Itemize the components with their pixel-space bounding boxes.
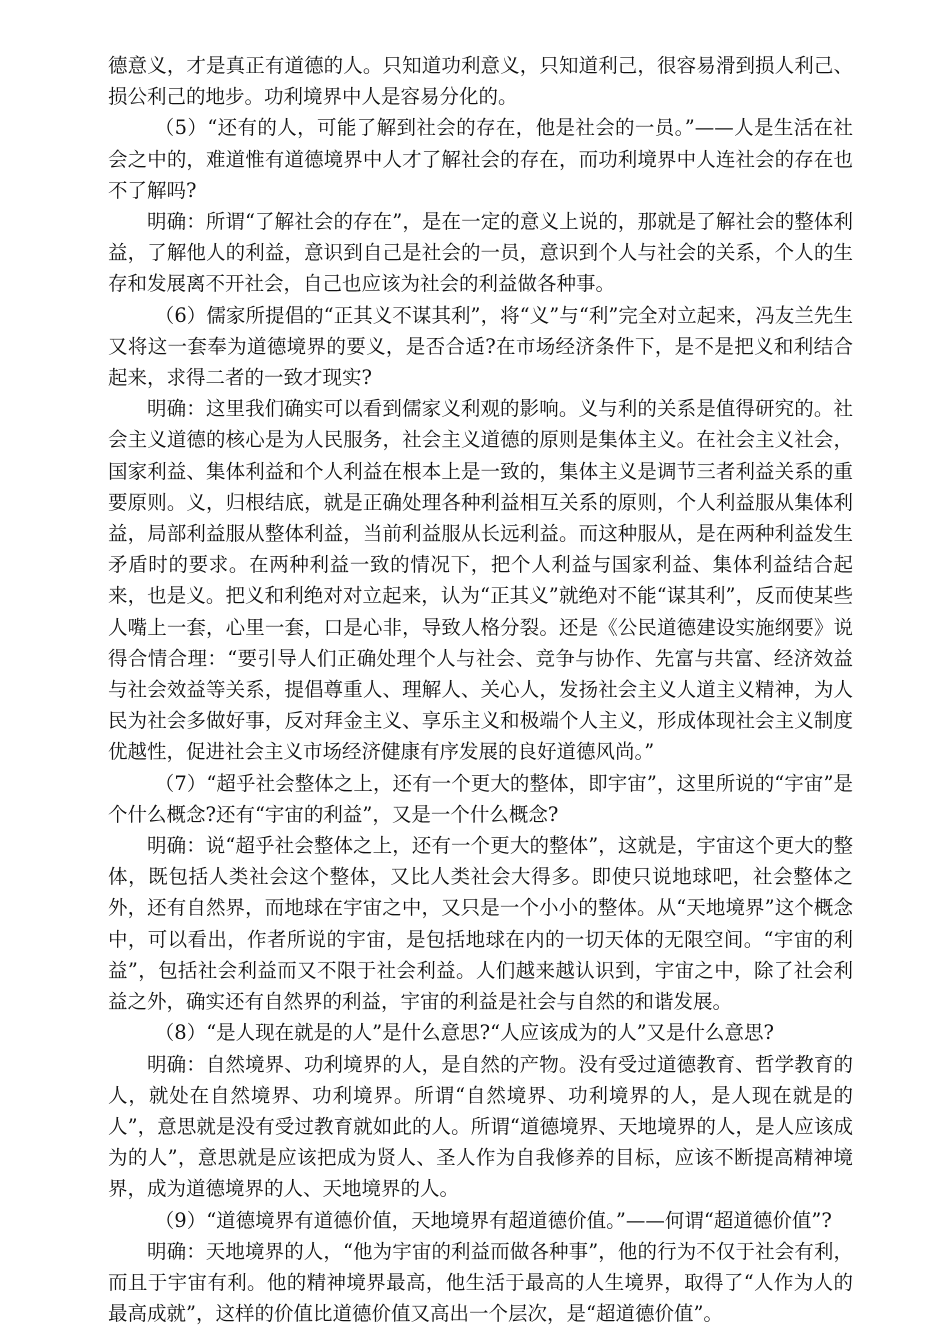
question-7: （7）“超乎社会整体之上，还有一个更大的整体，即宇宙”，这里所说的“宇宙”是个什么概念?还有“宇宙的利益”，又是一个什么概念?	[108, 771, 853, 826]
answer-9: 明确：天地境界的人，“他为宇宙的利益而做各种事”，他的行为不仅于社会有利，而且于宇宙有利。他的精神境界最高，他生活于最高的人生境界，取得了“人作为人的最高成就”，这样的价值比道德价值又高出一个层次，是“超道德价值”。	[108, 1239, 853, 1326]
document-page	[108, 50, 853, 1329]
paragraph-continuation: 德意义，才是真正有道德的人。只知道功利意义，只知道利己，很容易滑到损人利己、损公利己的地步。功利境界中人是容易分化的。	[108, 54, 853, 109]
answer-6: 明确：这里我们确实可以看到儒家义利观的影响。义与利的关系是值得研究的。社会主义道德的核心是为人民服务，社会主义道德的原则是集体主义。在社会主义社会，国家利益、集体利益和个人利益在根本上是一致的，集体主义是调节三者利益关系的重要原则。义，归根结底，就是正确处理各种利益相互关系的原则，个人利益服从集体利益，局部利益服从整体利益，当前利益服从长远利益。而这种服从，是在两种利益发生矛盾时的要求。在两种利益一致的情况下，把个人利益与国家利益、集体利益结合起来，也是义。把义和利绝对对立起来，认为“正其义”就绝对不能“谋其利”，反而使某些人嘴上一套，心里一套，口是心非，导致人格分裂。还是《公民道德建设实施纲要》说得合情合理：“要引导人们正确处理个人与社会、竞争与协作、先富与共富、经济效益与社会效益等关系，提倡尊重人、理解人、关心人，发扬社会主义人道主义精神，为人民为社会多做好事，反对拜金主义、享乐主义和极端个人主义，形成体现社会主义制度优越性，促进社会主义市场经济健康有序发展的良好道德风尚。”	[108, 397, 853, 764]
question-9: （9）“道德境界有道德价值，天地境界有超道德价值。”——何谓“超道德价值”?	[154, 1208, 832, 1232]
question-8: （8）“是人现在就是的人”是什么意思?“人应该成为的人”又是什么意思?	[154, 1021, 774, 1045]
answer-5: 明确：所谓“了解社会的存在”，是在一定的意义上说的，那就是了解社会的整体利益，了解他人的利益，意识到自己是社会的一员，意识到个人与社会的关系，个人的生存和发展离不开社会，自己也应该为社会的利益做各种事。	[108, 210, 853, 296]
answer-8: 明确：自然境界、功利境界的人，是自然的产物。没有受过道德教育、哲学教育的人，就处在自然境界、功利境界。所谓“自然境界、功利境界的人，是人现在就是的人”，意思就是没有受过教育就如此的人。所谓“道德境界、天地境界的人，是人应该成为的人”，意思就是应该把成为贤人、圣人作为自我修养的目标，应该不断提高精神境界，成为道德境界的人、天地境界的人。	[108, 1052, 853, 1201]
question-5: （5）“还有的人，可能了解到社会的存在，他是社会的一员。”——人是生活在社会之中的，难道惟有道德境界中人才了解社会的存在，而功利境界中人连社会的存在也不了解吗?	[108, 116, 853, 202]
question-6: （6）儒家所提倡的“正其义不谋其利”，将“义”与“利”完全对立起来，冯友兰先生又将这一套奉为道德境界的要义，是否合适?在市场经济条件下，是不是把义和利结合起来，求得二者的一致才现实?	[108, 303, 853, 390]
answer-7: 明确：说“超乎社会整体之上，还有一个更大的整体”，这就是，宇宙这个更大的整体，既包括人类社会这个整体，又比人类社会大得多。即使只说地球吧，社会整体之外，还有自然界，而地球在宇宙之中，又只是一个小小的整体。从“天地境界”这个概念中，可以看出，作者所说的宇宙，是包括地球在内的一切天体的无限空间。“宇宙的利益”，包括社会利益而又不限于社会利益。人们越来越认识到，宇宙之中，除了社会利益之外，确实还有自然界的利益，宇宙的利益是社会与自然的和谐发展。	[108, 834, 853, 1014]
